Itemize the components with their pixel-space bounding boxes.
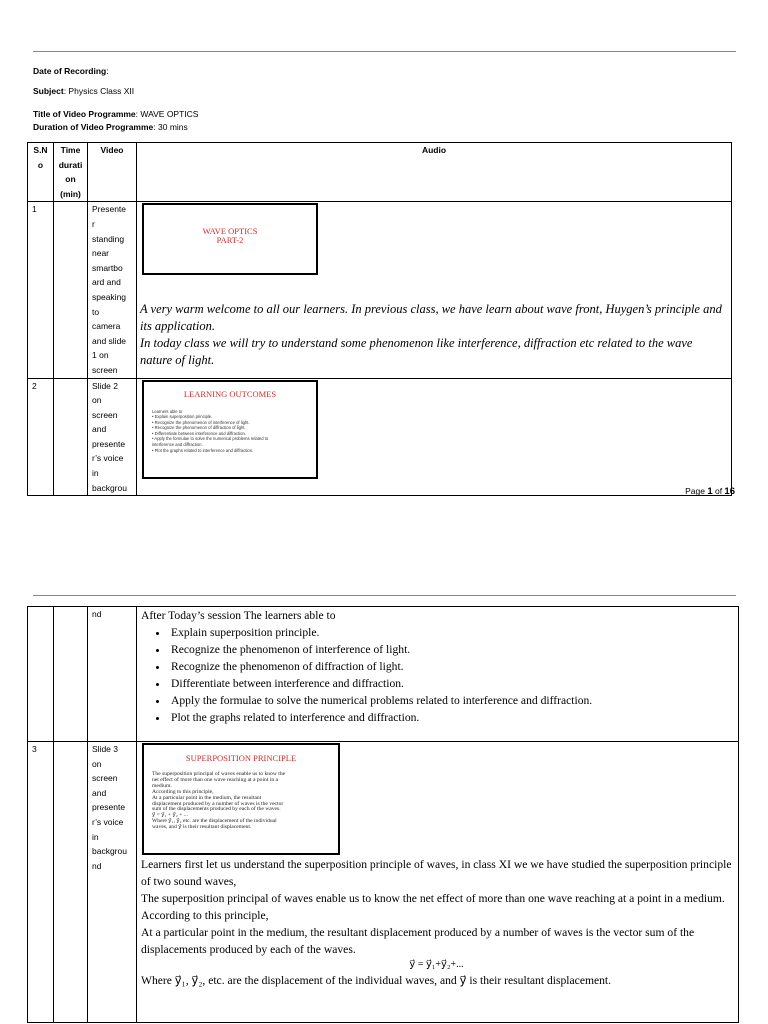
row1-audio-text-1: A very warm welcome to all our learners. In previous class, we have learn about wave front, Huygen’s principle and its application. bbox=[140, 302, 722, 334]
video-direction-line: Slide 2 bbox=[92, 380, 118, 391]
row1-sno: 1 bbox=[28, 202, 54, 378]
slide-bullet-item: • Apply the formulae to solve the numerical problems related to bbox=[152, 436, 269, 442]
row2cont-audio bbox=[137, 607, 739, 742]
row3-audio-1: Learners first let us understand the superposition principle of waves, in class XI we we have studied the superposition principle of two sound waves, bbox=[141, 858, 732, 888]
row1-audio-text-2: In today class we will try to understand some phenomenon like interference, diffraction etc related to the wave nature of light. bbox=[140, 336, 693, 368]
slide-bullet-item: • Explain superposition principle. bbox=[152, 414, 213, 420]
video-direction-line: in bbox=[92, 831, 99, 842]
header-sno: S.N o bbox=[28, 143, 54, 202]
row3-audio-2: The superposition principal of waves enable us to know the net effect of more than one wave reaching at a point in a medium. bbox=[141, 892, 725, 905]
video-direction-line: screen bbox=[92, 773, 118, 784]
slide-text-line: displacement produced by a number of waves is the vector bbox=[152, 800, 284, 807]
slide3-lines bbox=[144, 763, 338, 831]
video-direction-line: r’s voice bbox=[92, 816, 124, 827]
slide-bullet-item: • Recognize the phenomenon of diffraction of light. bbox=[152, 425, 246, 431]
page1-top-rule bbox=[33, 51, 736, 52]
video-direction-line: and bbox=[92, 424, 107, 435]
row3-audio-5: Where y⃗₁, y⃗₂, etc. are the displacement of the individual waves, and y⃗ is their resultant displacement. bbox=[141, 974, 612, 987]
row2-time bbox=[54, 378, 88, 496]
video-direction-line: backgrou bbox=[92, 846, 127, 857]
video-direction-line: Presente bbox=[92, 204, 127, 215]
video-direction-line: and slide bbox=[92, 335, 127, 346]
slide-text-line: net effect of more than one wave reaching at a point in a bbox=[152, 776, 279, 783]
slide-text-line: According to this principle, bbox=[152, 788, 214, 795]
slide-learning-outcomes bbox=[142, 380, 318, 479]
slide3-title: SUPERPOSITION PRINCIPLE bbox=[185, 753, 297, 763]
row3-sno: 3 bbox=[28, 742, 54, 1023]
video-direction-line: backgrou bbox=[92, 482, 127, 493]
slide-bullet-item: • Differentiate between interference and diffraction. bbox=[152, 430, 246, 436]
title-line: Title of Video Programme: WAVE OPTICS bbox=[33, 109, 199, 119]
script-table-page1 bbox=[27, 142, 732, 496]
video-direction-line: Slide 3 bbox=[92, 744, 118, 754]
row2-audio bbox=[137, 378, 732, 496]
video-direction-line: and bbox=[92, 787, 107, 798]
row3-audio bbox=[137, 742, 739, 1023]
row3-equation: y⃗ = y⃗₁+y⃗₂+... bbox=[409, 959, 464, 970]
slide-bullet-item: • Plot the graphs related to interference and diffraction. bbox=[152, 447, 254, 453]
slide-bullet-item: • Recognize the phenomenon of interference of light. bbox=[152, 419, 250, 425]
slide-text-line: waves, and y⃗ is their resultant displacement. bbox=[152, 824, 252, 831]
outcome-item: • Apply the formulae to solve the numerical problems related to interference and diffraction. bbox=[169, 692, 738, 709]
outcome-item: • Explain superposition principle. bbox=[169, 624, 738, 641]
script-table-page2 bbox=[27, 606, 739, 1023]
row2cont-sno bbox=[28, 607, 54, 742]
row2-video bbox=[88, 378, 137, 496]
row2cont-time bbox=[54, 607, 88, 742]
slide-text-line: y⃗ = y⃗₁ + y⃗₂ + ... bbox=[152, 812, 188, 819]
video-direction-line: presente bbox=[92, 802, 126, 813]
slide-bullet-item: Learners able to bbox=[152, 408, 183, 414]
video-direction-line: speaking bbox=[92, 291, 127, 302]
outcome-item: • Recognize the phenomenon of diffraction of light. bbox=[169, 658, 738, 675]
outcomes-list bbox=[137, 624, 738, 726]
row3-audio-4: At a particular point in the medium, the resultant displacement produced by a number of waves is the vector sum of the displacements produced by each of the waves. bbox=[141, 926, 695, 956]
row2cont-video: nd bbox=[88, 607, 137, 742]
slide-text-line: At a particular point in the medium, the resultant bbox=[152, 794, 262, 801]
video-direction-line: screen bbox=[92, 364, 118, 375]
outcome-item: • Plot the graphs related to interference and diffraction. bbox=[169, 709, 738, 726]
row1-video bbox=[88, 202, 137, 378]
row2-sno: 2 bbox=[28, 378, 54, 496]
row1-audio bbox=[137, 202, 732, 378]
slide-text-line: The superposition principal of waves enable us to know the bbox=[152, 771, 286, 777]
outcomes-intro: After Today’s session The learners able to bbox=[141, 609, 336, 622]
video-direction-line: standing bbox=[92, 233, 125, 244]
row1-time bbox=[54, 202, 88, 378]
slide-bullet-item: interference and diffraction. bbox=[152, 442, 203, 448]
video-direction-line: nd bbox=[92, 860, 102, 871]
page2-top-rule bbox=[33, 595, 736, 596]
slide-text-line: medium. bbox=[152, 782, 172, 789]
header-audio: Audio bbox=[137, 143, 732, 202]
slide-text-line: sum of the displacements produced by each of the waves. bbox=[152, 806, 281, 813]
video-direction-line: on bbox=[92, 758, 102, 769]
subject-line: Subject: Physics Class XII bbox=[33, 86, 135, 96]
outcome-item: • Recognize the phenomenon of interference of light. bbox=[169, 641, 738, 658]
video-direction-line: ard and bbox=[92, 277, 121, 288]
slide-superposition bbox=[142, 743, 340, 855]
row3-time bbox=[54, 742, 88, 1023]
duration-line: Duration of Video Programme: 30 mins bbox=[33, 122, 188, 132]
video-direction-line: 1 on bbox=[92, 350, 109, 361]
outcome-item: • Differentiate between interference and diffraction. bbox=[169, 675, 738, 692]
video-direction-line: smartbo bbox=[92, 262, 123, 273]
video-direction-line: to bbox=[92, 306, 100, 317]
row3-video bbox=[88, 742, 137, 1023]
video-direction-line: on bbox=[92, 395, 102, 406]
video-direction-line: near bbox=[92, 248, 110, 259]
video-direction-line: r’s voice bbox=[92, 453, 124, 464]
slide2-items bbox=[144, 399, 316, 454]
slide-text-line: Where y⃗₁, y⃗₂ etc. are the displacement of the individual bbox=[152, 818, 277, 825]
page-footer: Page 1 of 16 bbox=[685, 486, 735, 497]
video-direction-line: presente bbox=[92, 438, 126, 449]
slide2-title: LEARNING OUTCOMES bbox=[183, 388, 277, 399]
slide1-title: WAVE OPTICS PART-2 bbox=[202, 226, 258, 246]
header-time: Time durati on (min) bbox=[54, 143, 88, 202]
video-direction-line: in bbox=[92, 468, 99, 479]
header-video: Video bbox=[88, 143, 137, 202]
video-direction-line: camera bbox=[92, 321, 121, 332]
date-of-recording: Date of Recording: bbox=[33, 66, 109, 76]
slide-wave-optics bbox=[142, 203, 318, 275]
video-direction-line: r bbox=[92, 218, 95, 229]
video-direction-line: screen bbox=[92, 409, 118, 420]
row3-audio-3: According to this principle, bbox=[141, 909, 269, 922]
